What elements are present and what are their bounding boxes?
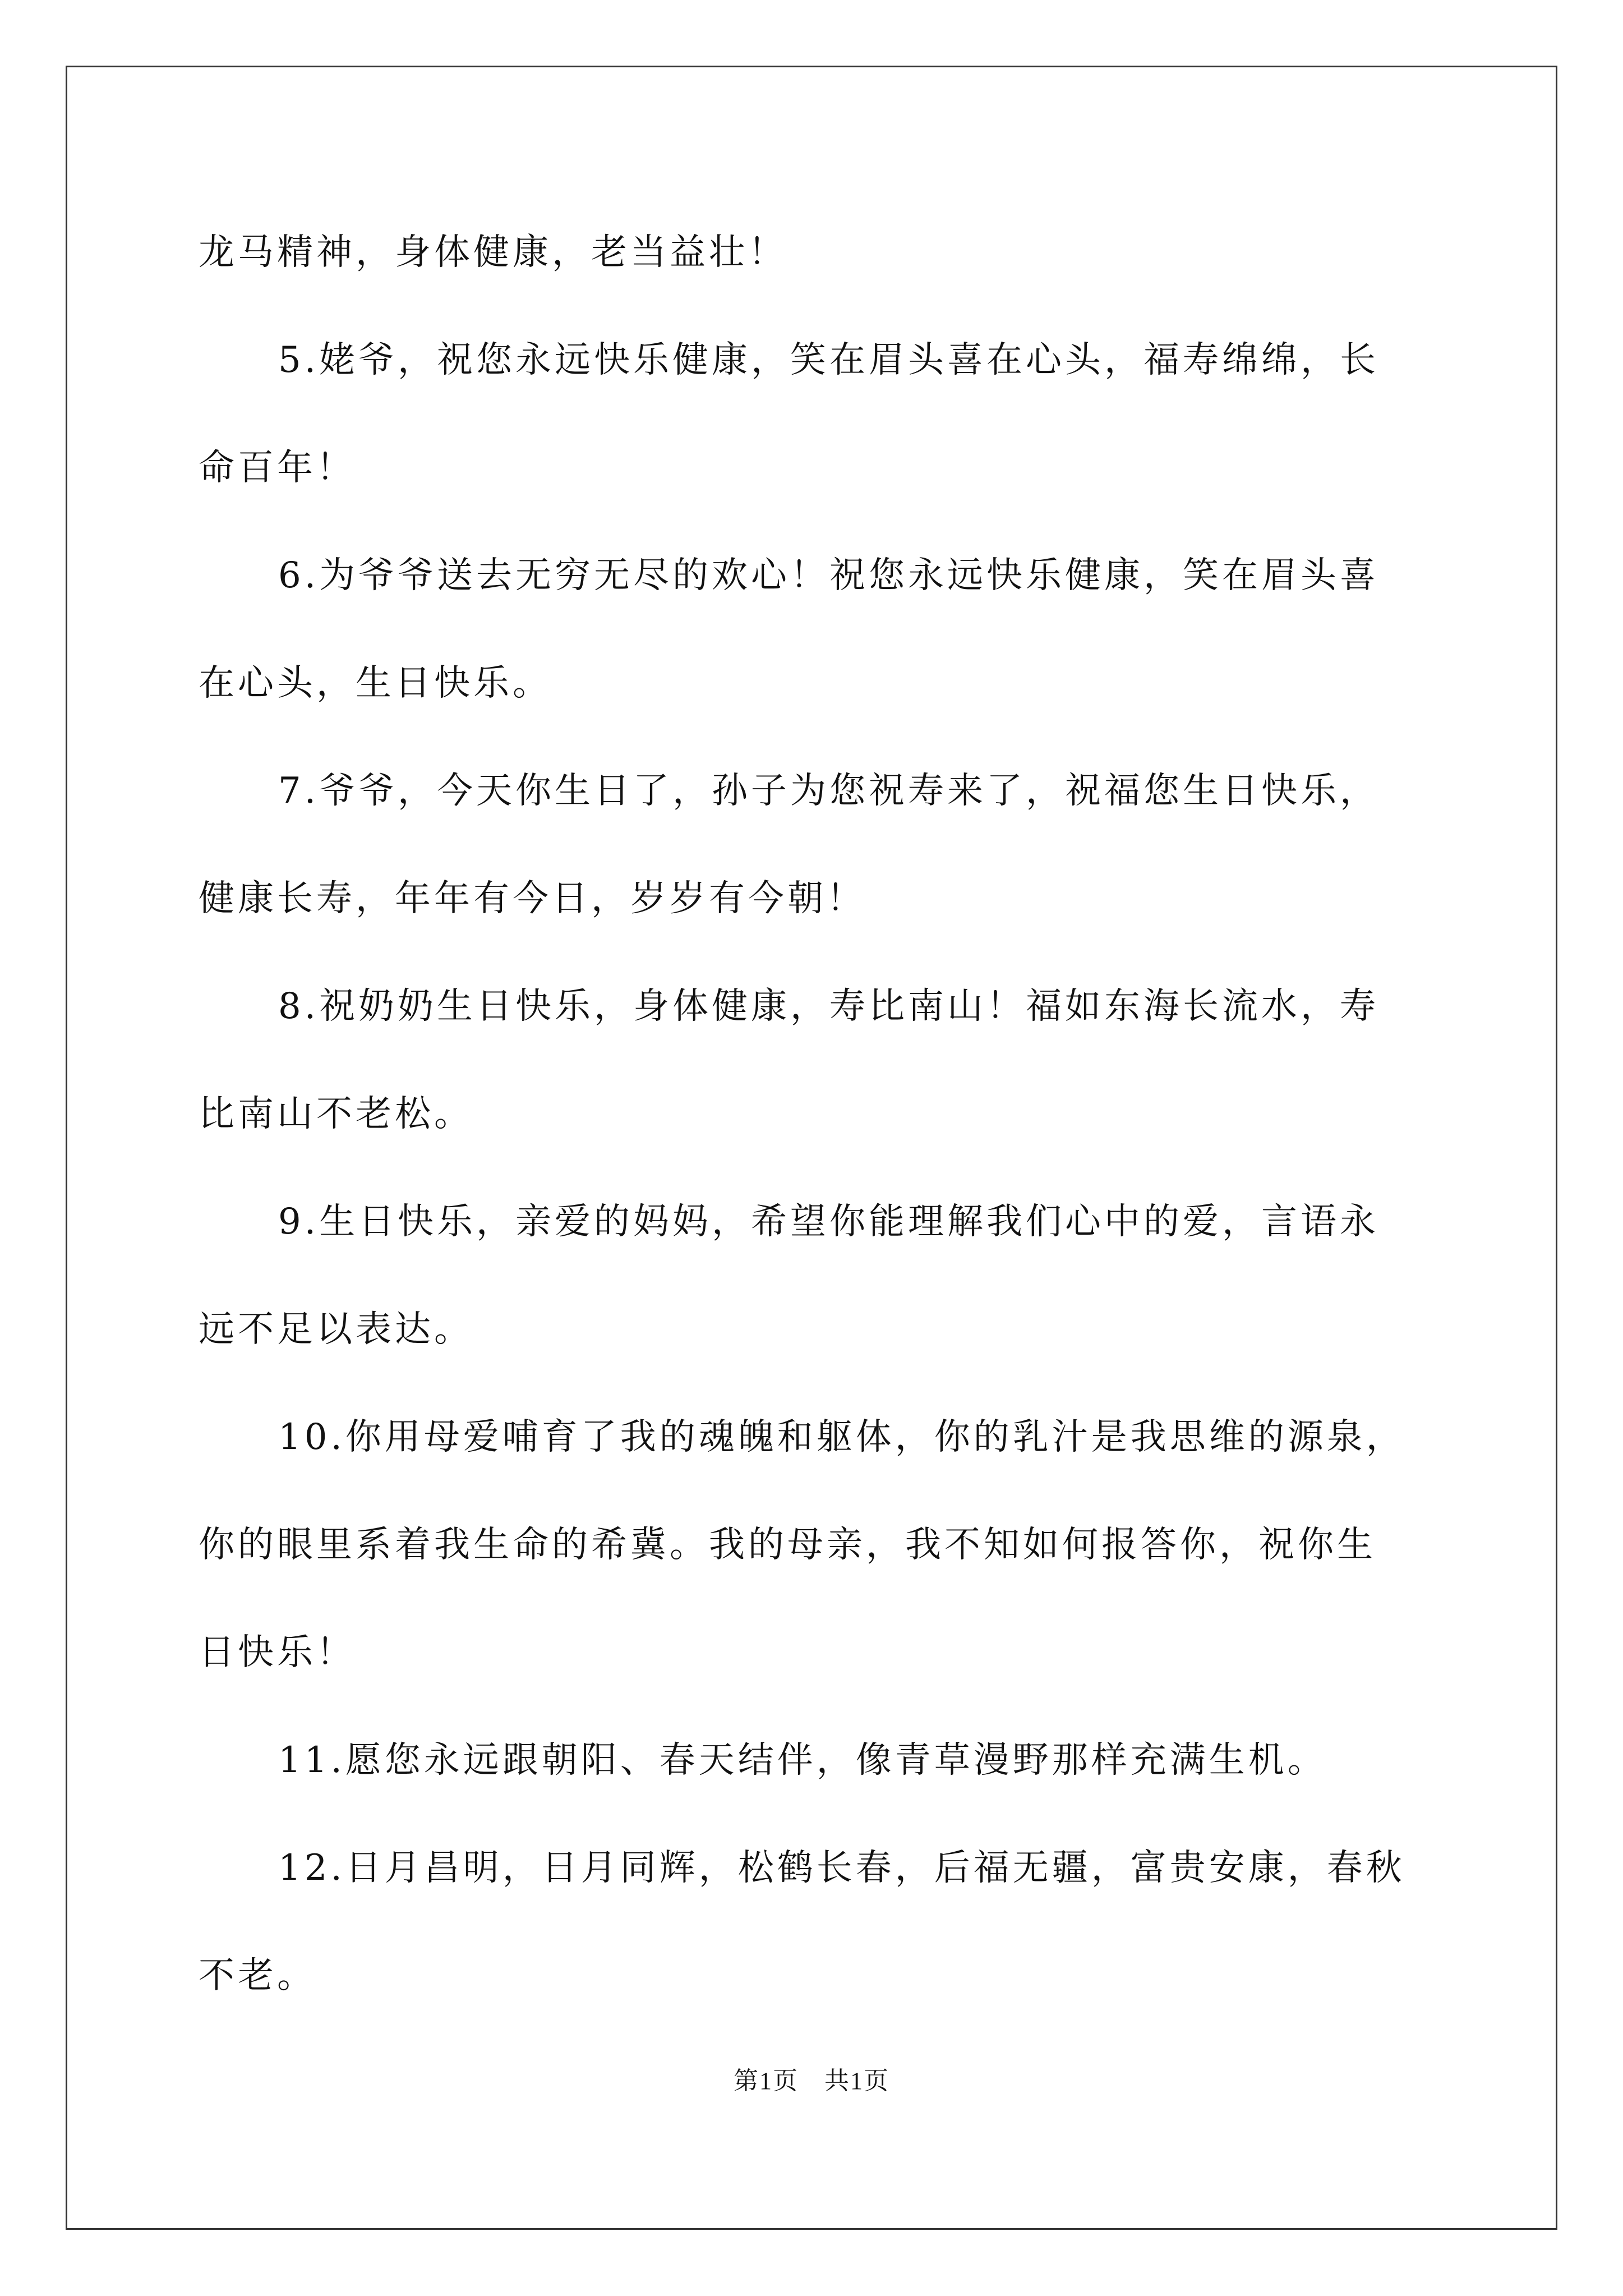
- text-line: 5.姥爷，祝您永远快乐健康，笑在眉头喜在心头，福寿绵绵，长: [278, 339, 1380, 381]
- text-line: 在心头，生日快乐。: [199, 662, 552, 704]
- text-line: 命百年！: [199, 447, 356, 489]
- text-line: 10.你用母爱哺育了我的魂魄和躯体，你的乳汁是我思维的源泉，: [278, 1416, 1405, 1458]
- text-line: 6.为爷爷送去无穷无尽的欢心！祝您永远快乐健康，笑在眉头喜: [278, 555, 1380, 596]
- text-line: 日快乐！: [199, 1632, 356, 1673]
- text-line: 你的眼里系着我生命的希冀。我的母亲，我不知如何报答你，祝你生: [199, 1524, 1376, 1566]
- text-line: 不老。: [199, 1955, 316, 1996]
- text-line: 健康长寿，年年有今日，岁岁有今朝！: [199, 878, 866, 919]
- text-line: 12.日月昌明，日月同辉，松鹤长春，后福无疆，富贵安康，春秋: [278, 1847, 1405, 1889]
- text-line: 8.祝奶奶生日快乐，身体健康，寿比南山！福如东海长流水，寿: [278, 986, 1380, 1027]
- text-line: 11.愿您永远跟朝阳、春天结伴，像青草漫野那样充满生机。: [278, 1740, 1327, 1781]
- page-footer: 第1页 共1页: [734, 2067, 889, 2095]
- page-border: [66, 66, 1557, 2230]
- text-line: 9.生日快乐，亲爱的妈妈，希望你能理解我们心中的爱，言语永: [278, 1201, 1380, 1243]
- text-line: 比南山不老松。: [199, 1093, 473, 1135]
- text-line: 远不足以表达。: [199, 1309, 473, 1350]
- text-line: 龙马精神，身体健康，老当益壮！: [199, 232, 787, 273]
- text-line: 7.爷爷，今天你生日了，孙子为您祝寿来了，祝福您生日快乐，: [278, 770, 1380, 812]
